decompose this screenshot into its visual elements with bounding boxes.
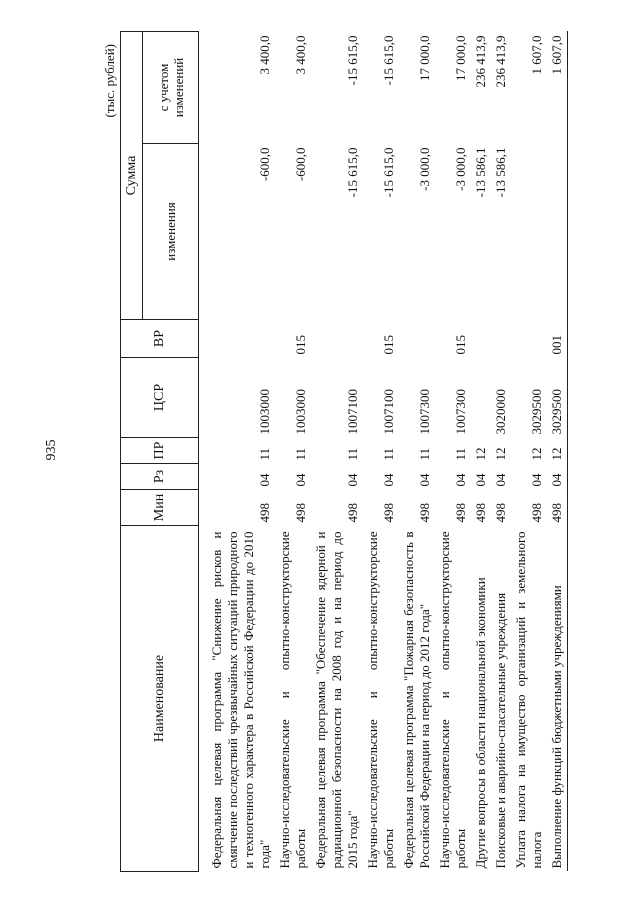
header-min: Мин xyxy=(121,490,199,526)
header-csr: ЦСР xyxy=(121,358,199,438)
row-name: Федеральная целевая программа "Снижение рисков и смягчение последствий чрезвычайных ситуаций природного и техногенного характера в Российской Федерации до 2010 года" xyxy=(209,531,272,869)
row-name: Федеральная целевая программа "Обеспечение ядерной и радиационной безопасности на 2008 год и на период до 2015 года" xyxy=(313,531,360,869)
table-body xyxy=(199,32,568,872)
row-csr: 1003000 xyxy=(293,389,308,435)
row-rz: 04 xyxy=(529,473,544,487)
row-vr: 015 xyxy=(453,335,468,355)
row-pr: 11 xyxy=(293,447,308,461)
table-row xyxy=(471,32,491,872)
row-pr: 11 xyxy=(417,447,432,461)
row-total: -15 615,0 xyxy=(381,35,396,86)
budget-table xyxy=(120,31,568,872)
row-change: -3 000,0 xyxy=(453,147,468,191)
table-row xyxy=(435,32,471,872)
header-changes: изменения xyxy=(143,144,199,320)
row-vr xyxy=(399,320,435,358)
row-total: 17 000,0 xyxy=(453,35,468,81)
header-rz: Рз xyxy=(121,464,199,490)
row-change xyxy=(547,144,568,320)
row-min: 498 xyxy=(453,503,468,523)
row-csr: 3020000 xyxy=(493,389,508,435)
units-note: (тыс. рублей) xyxy=(102,44,117,118)
row-rz: 04 xyxy=(345,473,360,487)
row-rz: 04 xyxy=(381,473,396,487)
row-vr xyxy=(311,320,363,358)
row-change: -13 586,1 xyxy=(493,147,508,198)
row-pr: 12 xyxy=(547,438,568,464)
table-row xyxy=(511,32,547,872)
row-pr: 12 xyxy=(473,447,488,461)
row-vr xyxy=(471,320,491,358)
row-min: 498 xyxy=(473,503,488,523)
header-sum: Сумма xyxy=(121,32,143,320)
row-csr: 1003000 xyxy=(257,389,272,435)
row-name: Научно-исследовательские и опытно-конструкторские работы xyxy=(365,531,396,869)
row-min: 498 xyxy=(293,503,308,523)
header-name: Наименование xyxy=(121,526,199,872)
table-row xyxy=(399,32,435,872)
row-min: 498 xyxy=(345,503,360,523)
row-total: 1 607,0 xyxy=(529,35,544,75)
row-csr: 1007300 xyxy=(453,389,468,435)
row-rz: 04 xyxy=(293,473,308,487)
row-total: 3 400,0 xyxy=(293,35,308,75)
row-rz: 04 xyxy=(547,464,568,490)
row-pr: 12 xyxy=(493,447,508,461)
row-change: -15 615,0 xyxy=(345,147,360,198)
row-csr: 3029500 xyxy=(547,358,568,438)
table-row xyxy=(363,32,399,872)
header-vr: ВР xyxy=(121,320,199,358)
header-with-changes: с учетом изменений xyxy=(143,32,199,144)
row-pr: 12 xyxy=(529,447,544,461)
row-min: 498 xyxy=(547,490,568,526)
row-csr xyxy=(471,358,491,438)
row-pr: 11 xyxy=(381,447,396,461)
budget-table-page xyxy=(98,32,582,872)
row-rz: 04 xyxy=(417,473,432,487)
row-csr: 1007300 xyxy=(417,389,432,435)
row-min: 498 xyxy=(529,503,544,523)
table-row xyxy=(491,32,511,872)
row-total: 3 400,0 xyxy=(257,35,272,75)
row-csr: 1007100 xyxy=(345,389,360,435)
row-rz: 04 xyxy=(493,473,508,487)
row-name: Научно-исследовательские и опытно-конструкторские работы xyxy=(277,531,308,869)
row-total: 236 413,9 xyxy=(493,35,508,88)
row-vr xyxy=(199,320,276,358)
row-name: Другие вопросы в области национальной экономики xyxy=(473,577,488,869)
row-rz: 04 xyxy=(473,473,488,487)
row-change: -600,0 xyxy=(257,147,272,182)
row-pr: 11 xyxy=(453,447,468,461)
row-name: Федеральная целевая программа "Пожарная безопасность в Российской Федерации на период до 2012 года" xyxy=(401,531,432,869)
row-csr: 3029500 xyxy=(529,389,544,435)
row-total: 1 607,0 xyxy=(547,32,568,144)
row-name: Уплата налога на имущество организаций и земельного налога xyxy=(513,531,544,869)
row-total: 17 000,0 xyxy=(417,35,432,81)
row-min: 498 xyxy=(257,503,272,523)
table-row xyxy=(547,32,568,872)
table-header xyxy=(121,32,199,872)
row-vr: 015 xyxy=(293,335,308,355)
table-row xyxy=(275,32,311,872)
row-pr: 11 xyxy=(257,447,272,461)
row-pr: 11 xyxy=(345,447,360,461)
page-number: 935 xyxy=(44,439,59,461)
row-vr xyxy=(491,320,511,358)
row-name: Поисковые и аварийно-спасательные учреждения xyxy=(493,592,508,869)
row-change xyxy=(511,144,547,320)
row-vr: 001 xyxy=(547,320,568,358)
row-name: Выполнение функций бюджетными учреждениями xyxy=(547,526,568,872)
row-change: -13 586,1 xyxy=(473,147,488,198)
row-vr: 015 xyxy=(381,335,396,355)
row-rz: 04 xyxy=(257,473,272,487)
row-change: -3 000,0 xyxy=(417,147,432,191)
row-min: 498 xyxy=(417,503,432,523)
row-name: Научно-исследовательские и опытно-конструкторские работы xyxy=(437,531,468,869)
row-total: -15 615,0 xyxy=(345,35,360,86)
row-total: 236 413,9 xyxy=(473,35,488,88)
row-rz: 04 xyxy=(453,473,468,487)
row-min: 498 xyxy=(493,503,508,523)
row-vr xyxy=(511,320,547,358)
row-min: 498 xyxy=(381,503,396,523)
row-csr: 1007100 xyxy=(381,389,396,435)
row-change: -600,0 xyxy=(293,147,308,182)
table-row xyxy=(311,32,363,872)
table-row xyxy=(199,32,276,872)
row-change: -15 615,0 xyxy=(381,147,396,198)
header-pr: ПР xyxy=(121,438,199,464)
